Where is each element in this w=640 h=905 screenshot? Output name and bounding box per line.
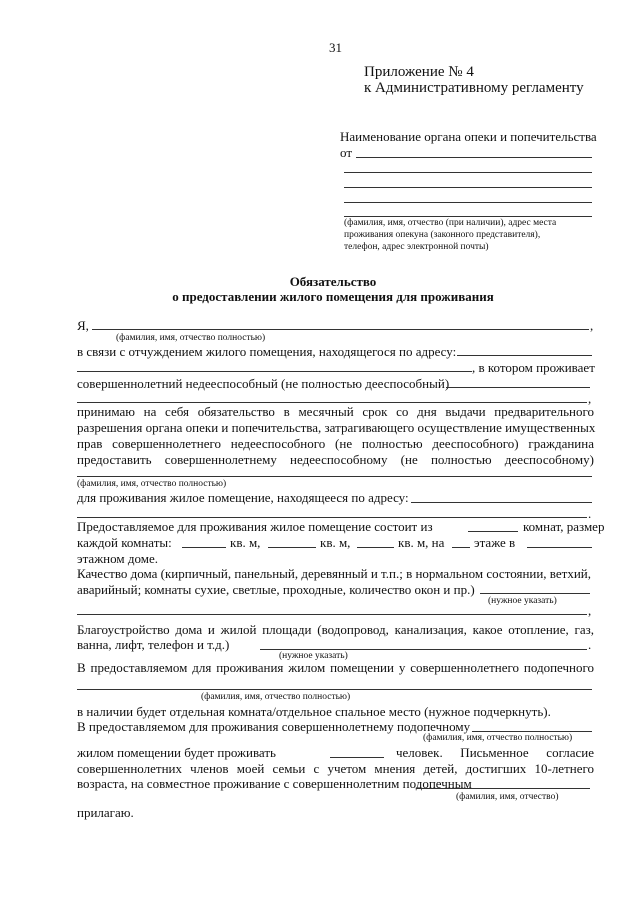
amenities-line-2: ванна, лифт, телефон и т.д.)	[77, 637, 230, 652]
resides-text: , в котором проживает	[472, 360, 595, 375]
rooms-text: Предоставляемое для проживания жилое помещение состоит из	[77, 519, 433, 534]
applicant-name-field[interactable]	[92, 329, 589, 330]
ward-text: совершеннолетний недееспособный (не полностью дееспособный)	[77, 376, 450, 391]
ward-name-field-3[interactable]	[472, 731, 592, 732]
floor-field[interactable]	[452, 547, 470, 548]
fio-note-5: (фамилия, имя, отчество)	[456, 792, 559, 802]
obligation-line-3: прав совершеннолетнего недееспособного (не полностью дееспособного) гражданина	[77, 436, 594, 451]
residents-line-1: В предоставляемом для проживания совершеннолетнему подопечному	[77, 719, 471, 734]
residence-address-field-2[interactable]	[77, 517, 587, 518]
fio-note-2: (фамилия, имя, отчество полностью)	[77, 479, 227, 489]
addressee-line-3[interactable]	[344, 202, 592, 203]
residents-line-2b: человек. Письменное согласие	[396, 745, 594, 760]
period: .	[588, 506, 592, 521]
fio-note-3: (фамилия, имя, отчество полностью)	[201, 692, 351, 702]
organ-label: Наименование органа опеки и попечительства	[340, 129, 597, 144]
ward-name-field[interactable]	[77, 476, 592, 477]
each-room-text: каждой комнаты:	[77, 535, 172, 550]
fio-note-1: (фамилия, имя, отчество полностью)	[116, 333, 266, 343]
addressee-note-2: проживания опекуна (законного представителя),	[344, 230, 541, 240]
sqm-2: кв. м,	[320, 535, 351, 550]
period-2: .	[588, 637, 592, 652]
page-number: 31	[329, 40, 342, 55]
amenities-line-1: Благоустройство дома и жилой площади (водопровод, канализация, какое отопление, газ,	[77, 622, 594, 637]
comma-2: ,	[588, 391, 592, 406]
residence-address-field[interactable]	[411, 502, 592, 503]
room-presence-line-2: в наличии будет отдельная комната/отдельное спальное место (нужное подчеркнуть).	[77, 704, 551, 719]
addressee-line-2[interactable]	[344, 187, 592, 188]
storeys-field[interactable]	[527, 547, 592, 548]
sqm-1: кв. м,	[230, 535, 261, 550]
fio-note-4: (фамилия, имя, отчество полностью)	[423, 733, 573, 743]
attach-text: прилагаю.	[77, 805, 134, 820]
ward-name-field-2[interactable]	[77, 689, 592, 690]
from-label: от	[340, 145, 353, 160]
addressee-line-1[interactable]	[344, 172, 592, 173]
i-label: Я,	[77, 318, 89, 333]
residence-text: для проживания жилое помещение, находящееся по адресу:	[77, 490, 409, 505]
storey-house-text: этажном доме.	[77, 551, 158, 566]
amenities-field[interactable]	[260, 649, 587, 650]
obligation-line-2: разрешения органа опеки и попечительства, затрагивающего осуществление имущественных	[77, 420, 596, 435]
ward-name-field-4[interactable]	[416, 788, 590, 789]
floor-text: этаже в	[474, 535, 516, 550]
house-quality-line-2: аварийный; комнаты сухие, светлые, проходные, количество окон и пр.)	[77, 582, 475, 597]
appendix-number: Приложение № 4	[364, 64, 474, 80]
addressee-note-3: телефон, адрес электронной почты)	[344, 242, 489, 252]
addressee-line-4[interactable]	[344, 216, 592, 217]
residents-line-2a: жилом помещении будет проживать	[77, 745, 276, 760]
house-quality-line-1: Качество дома (кирпичный, панельный, деревянный и т.п.; в нормальном состоянии, ветхий,	[77, 566, 591, 581]
appendix-reference: к Административному регламенту	[364, 80, 584, 96]
specify-note-2: (нужное указать)	[279, 651, 348, 661]
sqm-3: кв. м, на	[398, 535, 445, 550]
alienation-address-field[interactable]	[457, 355, 592, 356]
obligation-line-1: принимаю на себя обязательство в месячный срок со дня выдачи предварительного	[77, 404, 594, 419]
house-quality-field-2[interactable]	[77, 614, 587, 615]
alienation-text: в связи с отчуждением жилого помещения, находящегося по адресу:	[77, 344, 457, 359]
residents-line-3: совершеннолетних членов моей семьи с учетом мнения детей, достигших 10-летнего	[77, 761, 594, 776]
document-title: Обязательство	[289, 274, 377, 289]
room-presence-line-1: В предоставляемом для проживания жилом помещении у совершеннолетнего подопечного	[77, 660, 594, 675]
document-subtitle: о предоставлении жилого помещения для проживания	[172, 289, 494, 304]
residents-count-field[interactable]	[330, 757, 384, 758]
obligation-line-4: предоставить совершеннолетнему недееспособному (не полностью дееспособному)	[77, 452, 594, 467]
ward-field-2[interactable]	[77, 402, 587, 403]
residents-line-4: возраста, на совместное проживание с совершеннолетним подопечным	[77, 776, 472, 791]
rooms-size-text: комнат, размер	[523, 519, 605, 534]
from-field[interactable]	[356, 157, 592, 158]
ward-field[interactable]	[446, 387, 590, 388]
alienation-address-field-2[interactable]	[77, 371, 472, 372]
room-1-size-field[interactable]	[182, 547, 226, 548]
addressee-note-1: (фамилия, имя, отчество (при наличии), адрес места	[344, 218, 557, 228]
room-2-size-field[interactable]	[268, 547, 316, 548]
comma: ,	[590, 318, 594, 333]
room-3-size-field[interactable]	[357, 547, 394, 548]
specify-note-1: (нужное указать)	[488, 596, 557, 606]
house-quality-field[interactable]	[480, 593, 590, 594]
rooms-count-field[interactable]	[468, 531, 518, 532]
comma-3: ,	[588, 603, 592, 618]
